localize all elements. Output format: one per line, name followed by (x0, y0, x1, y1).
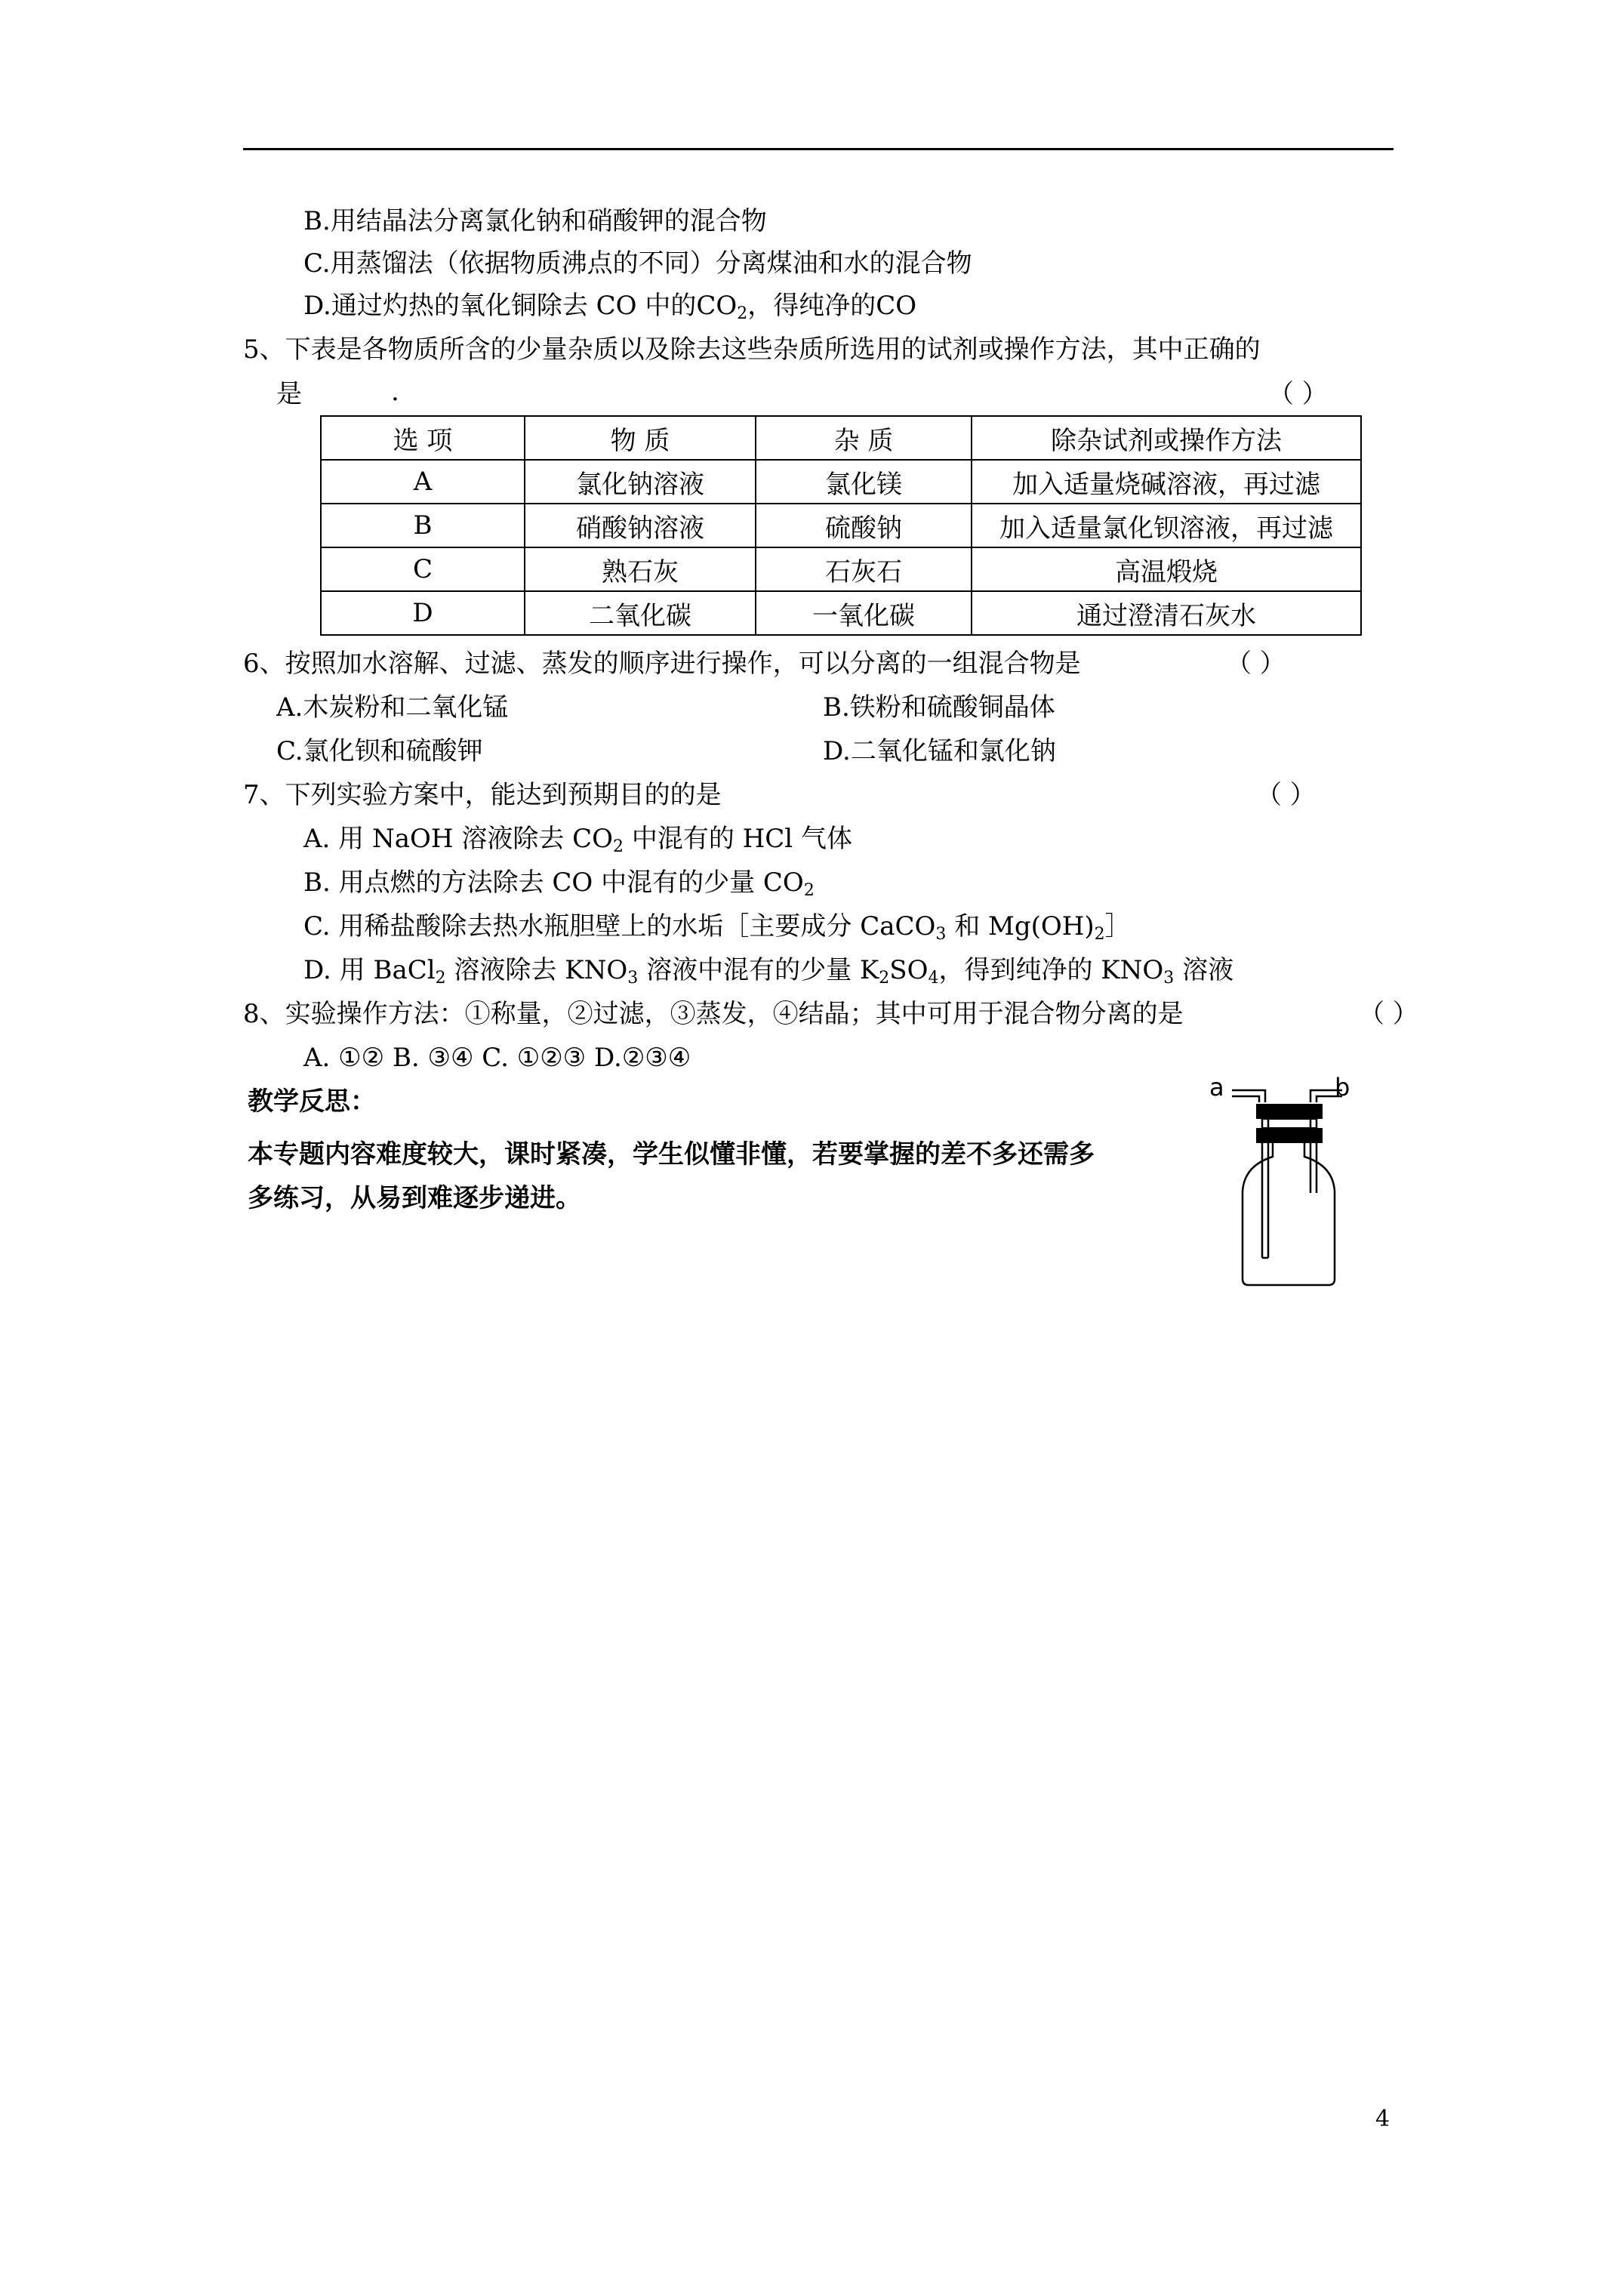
bottle-label-a: a (1209, 1073, 1224, 1102)
q7-stem: 7、下列实验方案中，能达到预期目的的是 (243, 780, 722, 810)
table-cell: 二氧化碳 (525, 591, 756, 635)
page-number: 4 (1375, 2106, 1390, 2132)
q7-answer-paren: （ ） (1256, 780, 1316, 810)
table-row (321, 504, 1361, 547)
table-cell: D (321, 591, 525, 635)
q6-stem: 6、按照加水溶解、过滤、蒸发的顺序进行操作，可以分离的一组混合物是 (243, 649, 1081, 679)
stopper-top-band (1256, 1104, 1323, 1119)
q8-answer-paren: （ ） (1359, 999, 1418, 1029)
q5-stem-line1: 5、下表是各物质所含的少量杂质以及除去这些杂质所选用的试剂或操作方法，其中正确的 (243, 334, 1261, 365)
q5-stem-line2: 是 (276, 379, 302, 409)
table-cell: 通过澄清石灰水 (972, 591, 1361, 635)
q6-option-b: B.铁粉和硫酸铜晶体 (823, 692, 1055, 723)
q7-option-a: A. 用 NaOH 溶液除去 $CO_2$ 中混有的 HCl 气体 (303, 824, 852, 856)
bottle-label-b: b (1335, 1073, 1350, 1102)
reflection-line2: 多练习，从易到难逐步递进。 (248, 1183, 581, 1213)
header-rule (243, 148, 1394, 150)
table-cell: 加入适量氯化钡溶液，再过滤 (972, 504, 1361, 547)
table-cell: B (321, 504, 525, 547)
table-row (321, 591, 1361, 635)
table-cell: 硫酸钠 (756, 504, 972, 547)
inlet-tube-top-inner (1232, 1096, 1259, 1102)
table-cell: 硝酸钠溶液 (525, 504, 756, 547)
table-cell: 氯化镁 (756, 460, 972, 504)
table-cell: 熟石灰 (525, 547, 756, 591)
stopper-middle (1262, 1119, 1317, 1128)
q7-option-b: B. 用点燃的方法除去 CO 中混有的少量 $CO_2$ (303, 868, 815, 900)
q5-answer-paren: （ ） (1268, 379, 1328, 409)
table-row (321, 547, 1361, 591)
outlet-tube-top-inner (1317, 1096, 1342, 1102)
q4-option-d: D.通过灼热的氧化铜除去 CO 中的$CO_2$，得纯净的CO (303, 291, 917, 323)
q6-option-c: C.氯化钡和硫酸钾 (276, 736, 483, 766)
table-cell: 加入适量烧碱溶液，再过滤 (972, 460, 1361, 504)
table-cell: 氯化钠溶液 (525, 460, 756, 504)
table-header-row (321, 416, 1361, 460)
reflection-title: 教学反思： (248, 1086, 376, 1117)
table-header-cell: 物 质 (525, 416, 756, 460)
table-cell: 石灰石 (756, 547, 972, 591)
bottle-body-outline (1243, 1143, 1335, 1285)
table-header-cell: 选 项 (321, 416, 525, 460)
table-row (321, 460, 1361, 504)
q6-option-d: D.二氧化锰和氯化钠 (823, 736, 1056, 766)
stopper-bottom-band (1256, 1128, 1323, 1143)
table-cell: 高温煅烧 (972, 547, 1361, 591)
q8-options: A. ①② B. ③④ C. ①②③ D.②③④ (303, 1043, 691, 1073)
q8-stem: 8、实验操作方法：①称量，②过滤，③蒸发，④结晶；其中可用于混合物分离的是 (243, 999, 1184, 1029)
table-header-cell: 除杂试剂或操作方法 (972, 416, 1361, 460)
q7-option-d: D. 用 BaCl$_2$ 溶液除去 $KNO_3$ 溶液中混有的少量 $K_2SO_4$，得到纯净的 $KNO_3$ 溶液 (303, 955, 1234, 988)
table-cell: C (321, 547, 525, 591)
q4-option-b: B.用结晶法分离氯化钠和硝酸钾的混合物 (303, 206, 767, 236)
q7-option-c: C. 用稀盐酸除去热水瓶胆壁上的水垢［主要成分 CaCO$_3$ 和 $Mg(OH)_2]$ (303, 911, 1131, 944)
table-header-cell: 杂 质 (756, 416, 972, 460)
q5-table (320, 415, 1362, 636)
q4-option-c: C.用蒸馏法（依据物质沸点的不同）分离煤油和水的混合物 (303, 248, 972, 279)
reflection-line1: 本专题内容难度较大，课时紧凑，学生似懂非懂，若要掌握的差不多还需多 (248, 1139, 1095, 1170)
gas-bottle-diagram (1208, 1072, 1359, 1299)
table-cell: A (321, 460, 525, 504)
q5-blank-dot: . (391, 377, 399, 407)
q6-option-a: A.木炭粉和二氧化锰 (276, 692, 509, 723)
q6-answer-paren: （ ） (1226, 649, 1286, 679)
table-cell: 一氧化碳 (756, 591, 972, 635)
